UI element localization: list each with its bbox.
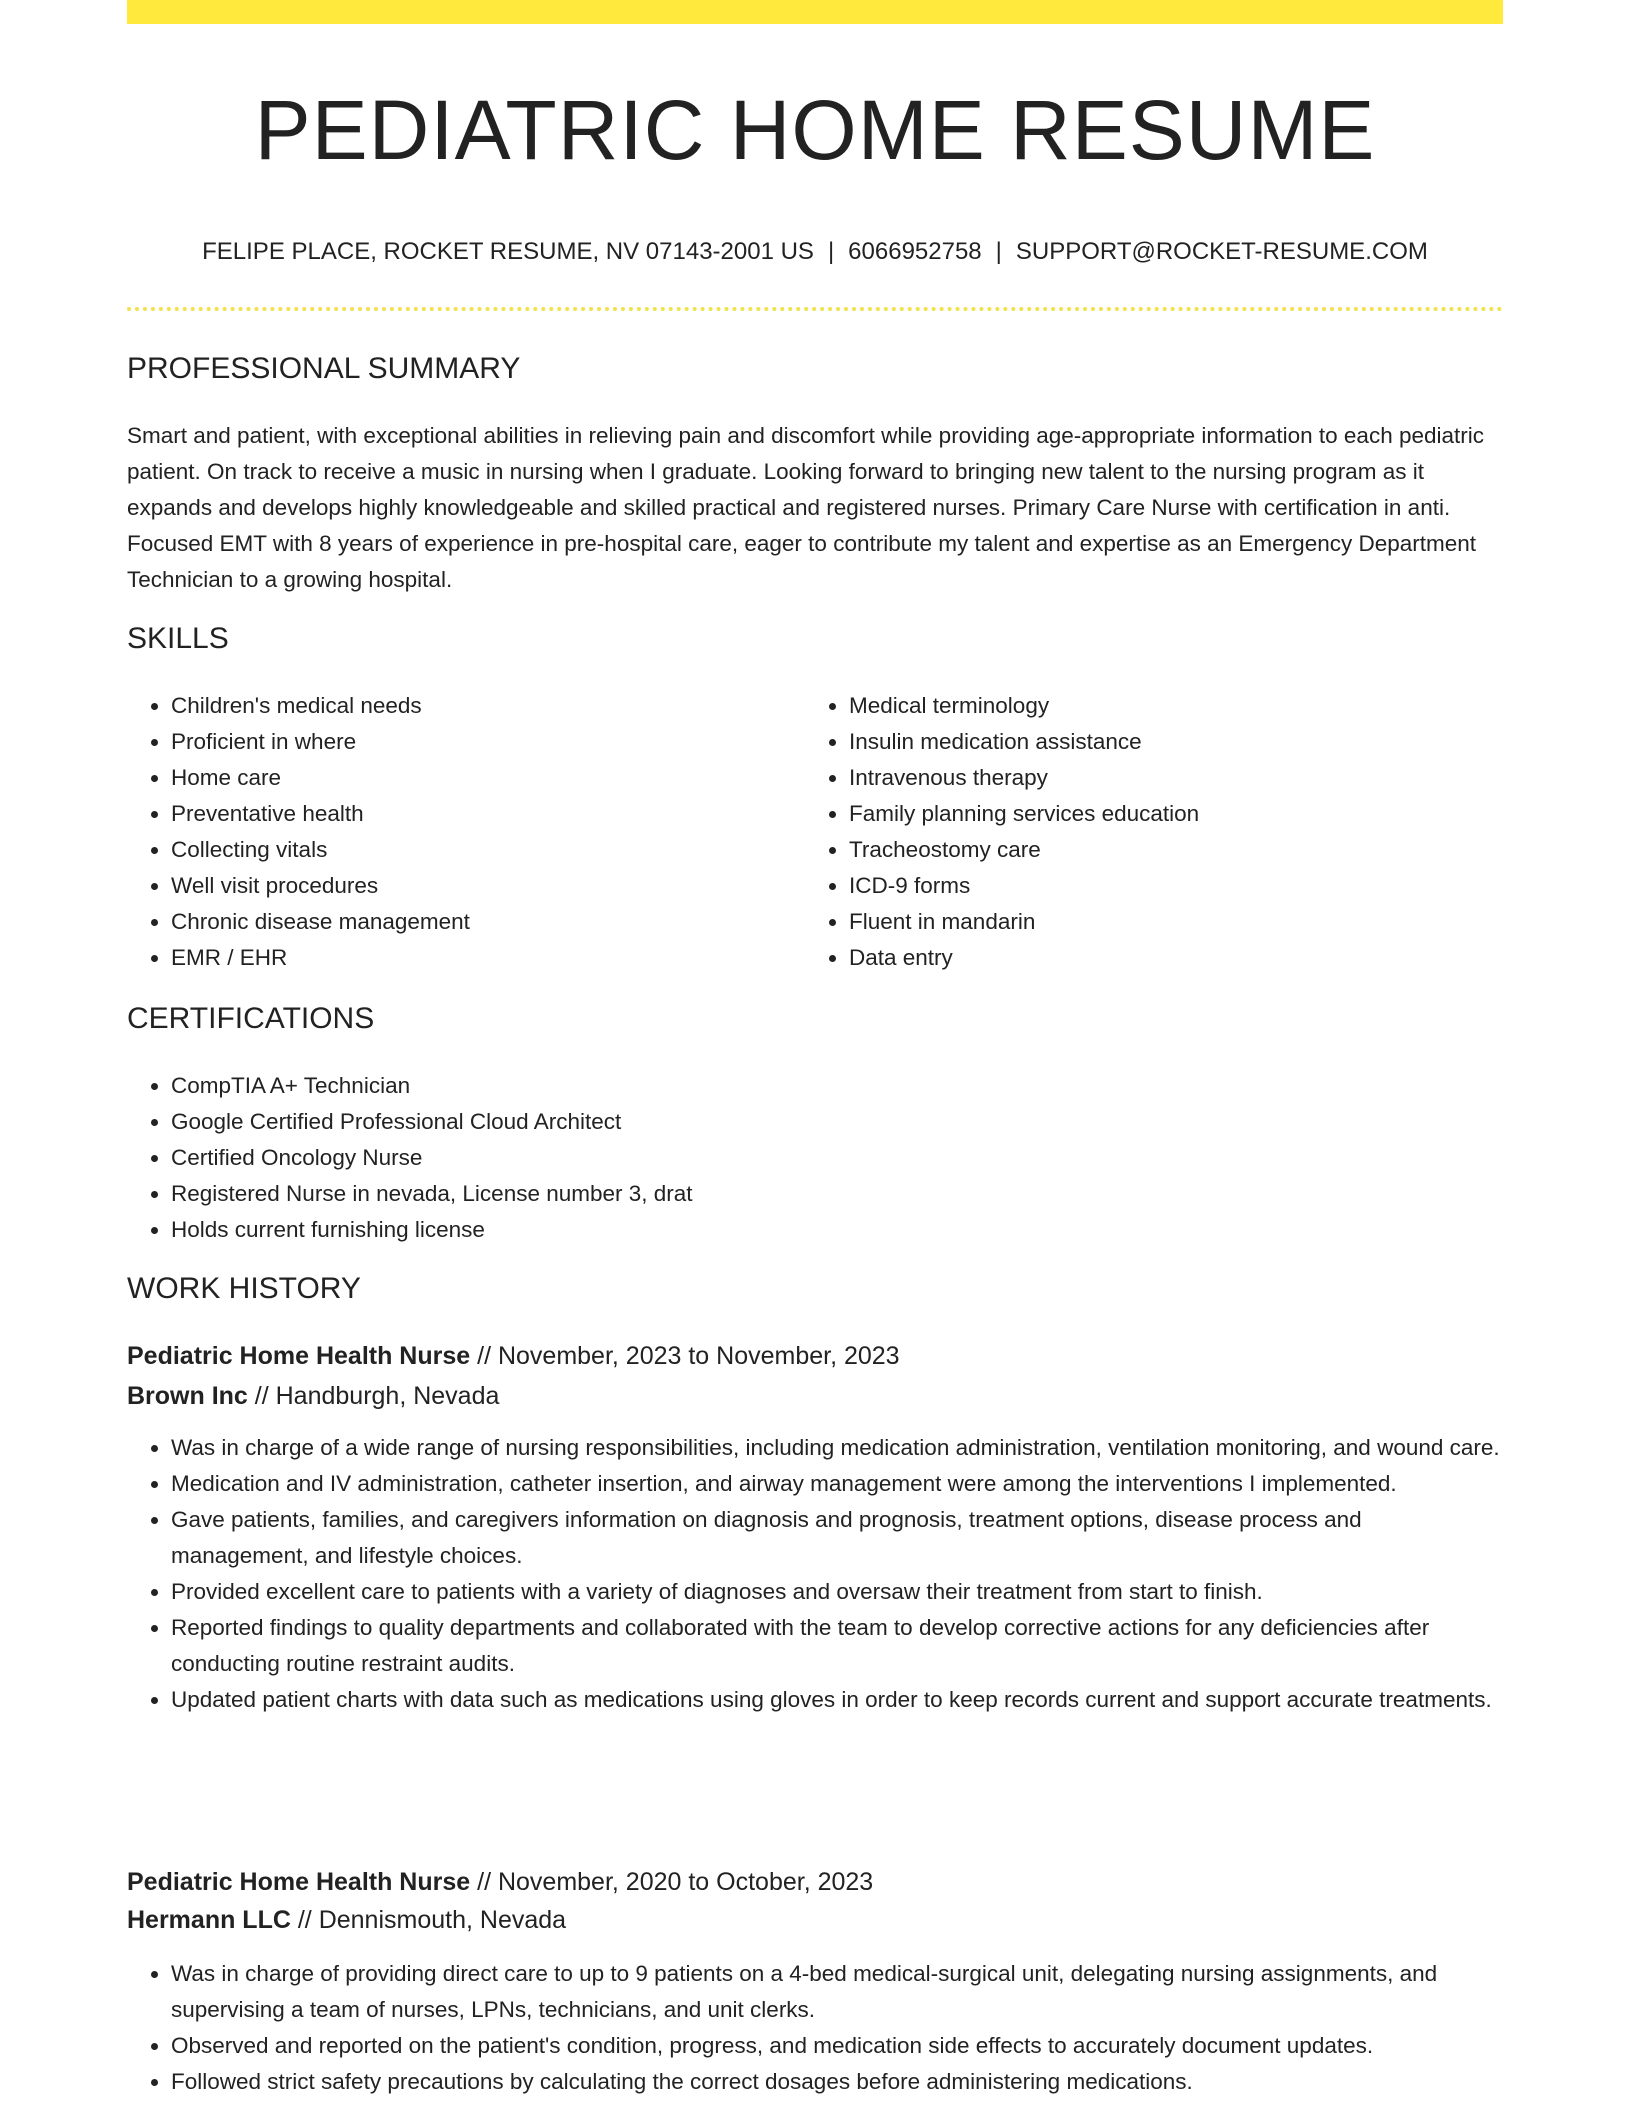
- skill-item: • ICD-9 forms: [849, 868, 1445, 904]
- contact-line: [127, 238, 1503, 266]
- contact-email: SUPPORT@ROCKET-RESUME.COM: [1015, 238, 1428, 265]
- job-bullet: • Provided excellent care to patients with a variety of diagnoses and oversaw their treatment from start to finish.: [171, 1574, 1503, 1610]
- job-bullet-list: [127, 1430, 1503, 1718]
- skill-item: • EMR / EHR: [171, 940, 767, 976]
- job-2-company-line: [127, 1900, 566, 1940]
- job-company: Hermann LLC: [127, 1906, 291, 1934]
- skills-heading: SKILLS: [127, 622, 229, 655]
- skill-item: • Chronic disease management: [171, 904, 767, 940]
- job-bullet: • Medication and IV administration, catheter insertion, and airway management were among the interventions I implemented.: [171, 1466, 1503, 1502]
- job-1-title-line: [127, 1336, 900, 1376]
- summary-heading: PROFESSIONAL SUMMARY: [127, 352, 521, 385]
- contact-address: FELIPE PLACE, ROCKET RESUME, NV 07143-2001 US: [202, 238, 814, 265]
- job-location: // Handburgh, Nevada: [247, 1382, 500, 1410]
- certification-item: • Google Certified Professional Cloud Architect: [171, 1104, 1027, 1140]
- certifications-list: [127, 1068, 1027, 1248]
- skill-item: • Preventative health: [171, 796, 767, 832]
- job-bullet: • Was in charge of a wide range of nursing responsibilities, including medication administration, ventilation monitoring, and wound care.: [171, 1430, 1503, 1466]
- skills-right-list: [805, 688, 1445, 976]
- skill-item: • Insulin medication assistance: [849, 724, 1445, 760]
- certification-item: • CompTIA A+ Technician: [171, 1068, 1027, 1104]
- certifications-list-wrap: [127, 1068, 1027, 1248]
- certification-item: • Holds current furnishing license: [171, 1212, 1027, 1248]
- job-role: Pediatric Home Health Nurse: [127, 1342, 471, 1370]
- skill-item: • Medical terminology: [849, 688, 1445, 724]
- skill-item: • Intravenous therapy: [849, 760, 1445, 796]
- summary-text: Smart and patient, with exceptional abilities in relieving pain and discomfort while providing age-appropriate information to each pediatric patient. On track to receive a music in nursing when I graduate. Looking forward to bringing new talent to the nursing program as it expands and develops highly knowledgeable and skilled practical and registered nurses. Primary Care Nurse with certification in anti. Focused EMT with 8 years of experience in pre-hospital care, eager to contribute my talent and expertise as an Emergency Department Technician to a growing hospital.: [127, 423, 1485, 592]
- certification-item: • Registered Nurse in nevada, License number 3, drat: [171, 1176, 1027, 1212]
- contact-phone: 6066952758: [848, 238, 982, 265]
- skill-item: • Well visit procedures: [171, 868, 767, 904]
- resume-title: PEDIATRIC HOME RESUME: [254, 83, 1376, 177]
- skill-item: • Fluent in mandarin: [849, 904, 1445, 940]
- dotted-divider: [127, 307, 1503, 311]
- skills-left-list: [127, 688, 767, 976]
- top-accent-bar: [127, 0, 1503, 24]
- job-location: // Dennismouth, Nevada: [290, 1906, 567, 1934]
- job-dates: // November, 2020 to October, 2023: [470, 1868, 874, 1896]
- skills-left-column: [127, 688, 767, 976]
- skills-right-column: [805, 688, 1445, 976]
- job-2-bullets: [127, 1956, 1503, 2100]
- job-bullet: • Gave patients, families, and caregivers information on diagnosis and prognosis, treatment options, disease process and management, and lifestyle choices.: [171, 1502, 1503, 1574]
- job-bullet: • Was in charge of providing direct care to up to 9 patients on a 4-bed medical-surgical unit, delegating nursing assignments, and supervising a team of nurses, LPNs, technicians, and unit clerks.: [171, 1956, 1503, 2028]
- work-history-heading: WORK HISTORY: [127, 1272, 361, 1305]
- skill-item: • Proficient in where: [171, 724, 767, 760]
- job-2-title-line: [127, 1862, 873, 1902]
- job-bullet: • Reported findings to quality departments and collaborated with the team to develop corrective actions for any deficiencies after conducting routine restraint audits.: [171, 1610, 1503, 1682]
- job-dates: // November, 2023 to November, 2023: [470, 1342, 900, 1370]
- skill-item: • Tracheostomy care: [849, 832, 1445, 868]
- contact-separator: |: [995, 238, 1002, 265]
- job-bullet: • Updated patient charts with data such as medications using gloves in order to keep records current and support accurate treatments.: [171, 1682, 1503, 1718]
- certifications-heading: CERTIFICATIONS: [127, 1002, 375, 1035]
- job-bullet-list: [127, 1956, 1503, 2100]
- contact-separator: |: [827, 238, 835, 265]
- skill-item: • Children's medical needs: [171, 688, 767, 724]
- job-1-bullets: [127, 1430, 1503, 1718]
- job-bullet: • Followed strict safety precautions by calculating the correct dosages before administering medications.: [171, 2064, 1503, 2100]
- skill-item: • Collecting vitals: [171, 832, 767, 868]
- job-company: Brown Inc: [127, 1382, 248, 1410]
- certification-item: • Certified Oncology Nurse: [171, 1140, 1027, 1176]
- job-bullet: • Observed and reported on the patient's condition, progress, and medication side effects to accurately document updates.: [171, 2028, 1503, 2064]
- job-role: Pediatric Home Health Nurse: [127, 1868, 471, 1896]
- job-1-company-line: [127, 1376, 499, 1416]
- skill-item: • Family planning services education: [849, 796, 1445, 832]
- skill-item: • Data entry: [849, 940, 1445, 976]
- skill-item: • Home care: [171, 760, 767, 796]
